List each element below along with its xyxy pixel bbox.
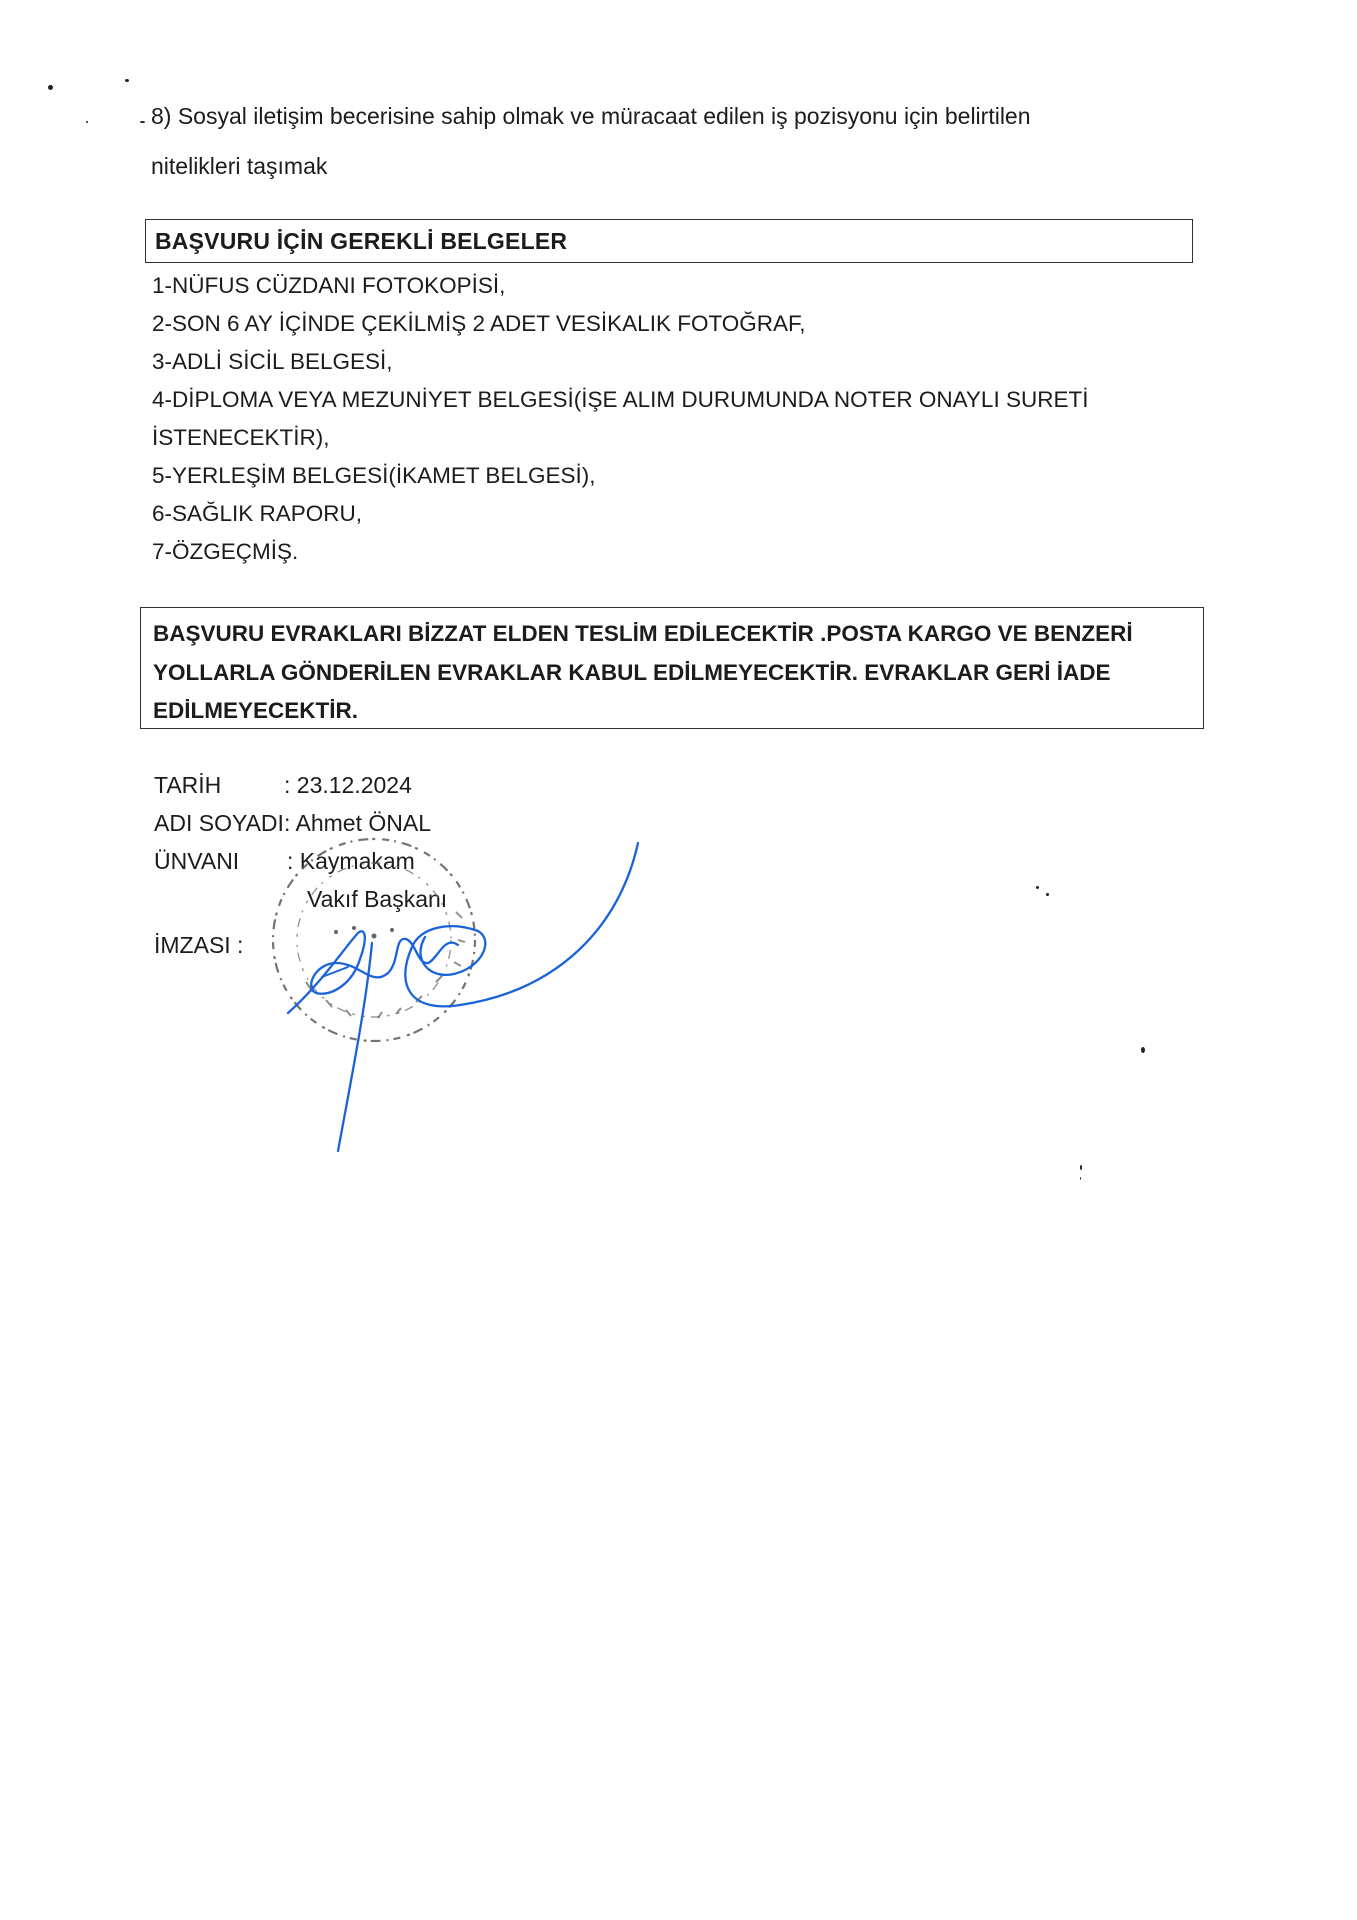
notice-line-2: YOLLARLA GÖNDERİLEN EVRAKLAR KABUL EDİLMEYECEKTİR. EVRAKLAR GERİ İADE bbox=[153, 659, 1111, 685]
name-value: : Ahmet ÖNAL bbox=[284, 810, 432, 836]
document-item: 4-DİPLOMA VEYA MEZUNİYET BELGESİ(İŞE ALIM DURUMUNDA NOTER ONAYLI SURETİ bbox=[152, 387, 1089, 412]
document-item: 7-ÖZGEÇMİŞ. bbox=[152, 539, 299, 564]
title-value-2: Vakıf Başkanı bbox=[307, 886, 448, 912]
document-item: 6-SAĞLIK RAPORU, bbox=[152, 501, 363, 526]
qualification-line-1: 8) Sosyal iletişim becerisine sahip olmak ve müracaat edilen iş pozisyonu için belirtilen bbox=[151, 103, 1031, 129]
date-value: : 23.12.2024 bbox=[284, 772, 412, 798]
name-label: ADI SOYADI bbox=[154, 810, 284, 836]
submission-notice-text bbox=[153, 615, 1193, 731]
document-item: İSTENECEKTİR), bbox=[152, 425, 330, 450]
document-item: 3-ADLİ SİCİL BELGESİ, bbox=[152, 349, 393, 374]
notice-line-1: BAŞVURU EVRAKLARI BİZZAT ELDEN TESLİM EDİLECEKTİR .POSTA KARGO VE BENZERİ bbox=[153, 621, 1133, 646]
document-item: 2-SON 6 AY İÇİNDE ÇEKİLMİŞ 2 ADET VESİKALIK FOTOĞRAF, bbox=[152, 311, 806, 336]
title-label: ÜNVANI bbox=[154, 848, 240, 874]
required-documents-list bbox=[152, 267, 1152, 571]
required-documents-header-box bbox=[145, 219, 1193, 263]
document-item: 5-YERLEŞİM BELGESİ(İKAMET BELGESİ), bbox=[152, 463, 596, 488]
notice-line-3: EDİLMEYECEKTİR. bbox=[153, 698, 359, 723]
submission-notice-box bbox=[140, 607, 1204, 729]
qualification-item-8 bbox=[151, 91, 1151, 191]
required-documents-title: BAŞVURU İÇİN GEREKLİ BELGELER bbox=[155, 228, 568, 254]
handwritten-signature bbox=[260, 835, 660, 1165]
title-value: : Kaymakam bbox=[287, 848, 415, 874]
document-item: 1-NÜFUS CÜZDANI FOTOKOPİSİ, bbox=[152, 273, 506, 298]
date-label: TARİH bbox=[154, 772, 222, 798]
signature-label: İMZASI : bbox=[154, 932, 244, 958]
qualification-line-2: nitelikleri taşımak bbox=[151, 153, 328, 179]
